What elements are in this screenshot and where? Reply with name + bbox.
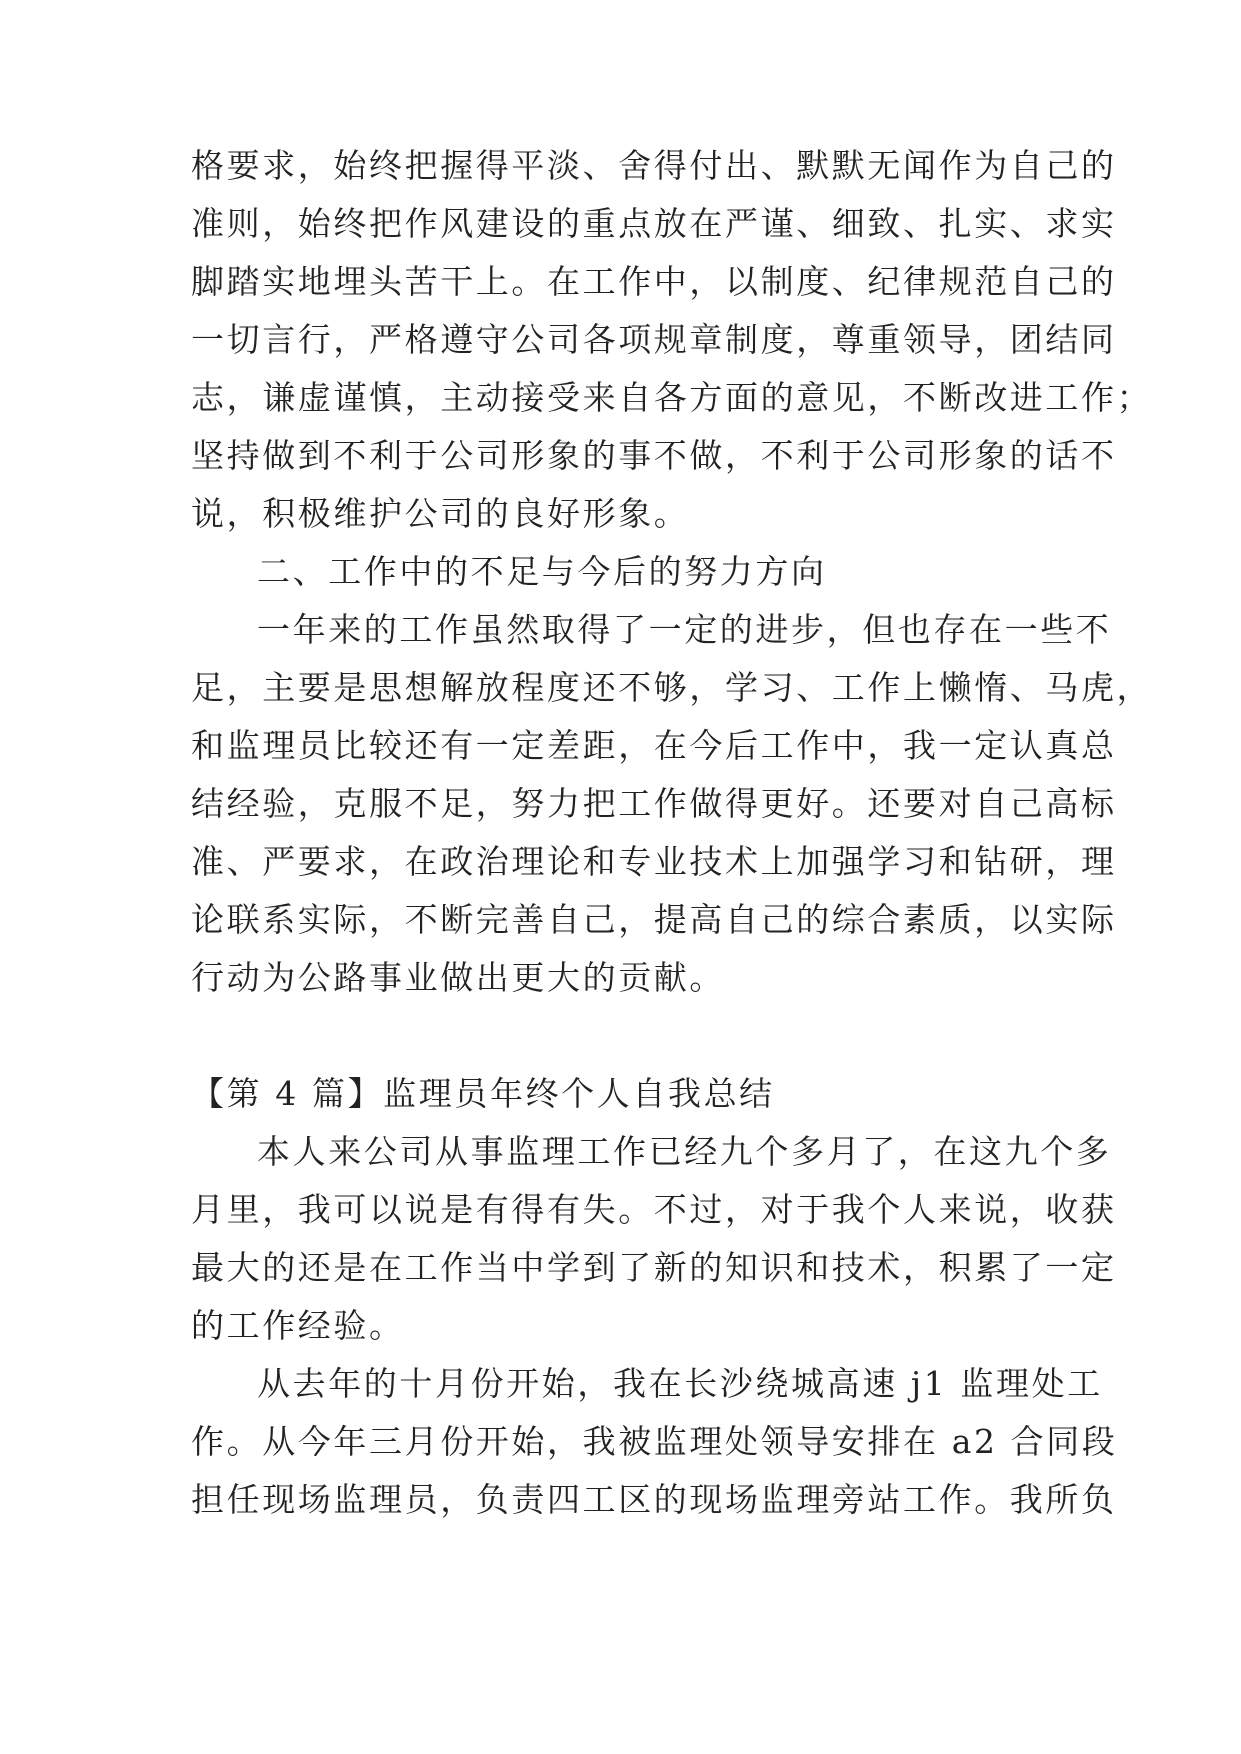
text-line: 一年来的工作虽然取得了一定的进步，但也存在一些不 — [257, 610, 1112, 649]
text-line: 和监理员比较还有一定差距，在今后工作中，我一定认真总 — [191, 726, 1117, 765]
text-line: 说，积极维护公司的良好形象。 — [191, 494, 690, 533]
text-line: 格要求，始终把握得平淡、舍得付出、默默无闻作为自己的 — [191, 146, 1117, 185]
paragraph-work-history — [191, 1355, 1118, 1529]
text-line: 的工作经验。 — [191, 1306, 405, 1345]
document-body — [191, 137, 1153, 1529]
article-title: 【第 4 篇】监理员年终个人自我总结 — [191, 1074, 775, 1113]
text-line: 脚踏实地埋头苦干上。在工作中，以制度、纪律规范自己的 — [191, 262, 1117, 301]
text-line: 论联系实际，不断完善自己，提高自己的综合素质，以实际 — [191, 900, 1117, 939]
section-heading: 二、工作中的不足与今后的努力方向 — [257, 552, 827, 591]
text-line: 足，主要是思想解放程度还不够，学习、工作上懒惰、马虎， — [191, 668, 1153, 707]
text-line: 结经验，克服不足，努力把工作做得更好。还要对自己高标 — [191, 784, 1117, 823]
text-line: 最大的还是在工作当中学到了新的知识和技术，积累了一定 — [191, 1248, 1117, 1287]
text-line: 准、严要求，在政治理论和专业技术上加强学习和钻研，理 — [191, 842, 1117, 881]
text-line: 坚持做到不利于公司形象的事不做，不利于公司形象的话不 — [191, 436, 1117, 475]
text-line: 作。从今年三月份开始，我被监理处领导安排在 a2 合同段 — [191, 1422, 1118, 1461]
text-line: 担任现场监理员，负责四工区的现场监理旁站工作。我所负 — [191, 1480, 1117, 1519]
text-line: 从去年的十月份开始，我在长沙绕城高速 j1 监理处工 — [257, 1364, 1103, 1403]
paragraph-discipline — [191, 137, 1153, 543]
text-line: 行动为公路事业做出更大的贡献。 — [191, 958, 725, 997]
section-spacer — [191, 1007, 1053, 1065]
text-line: 月里，我可以说是有得有失。不过，对于我个人来说，收获 — [191, 1190, 1117, 1229]
text-line: 本人来公司从事监理工作已经九个多月了，在这九个多 — [257, 1132, 1112, 1171]
text-line: 准则，始终把作风建设的重点放在严谨、细致、扎实、求实 — [191, 204, 1117, 243]
paragraph-shortcomings — [191, 601, 1153, 1007]
text-line: 一切言行，严格遵守公司各项规章制度，尊重领导，团结同 — [191, 320, 1117, 359]
paragraph-intro — [191, 1123, 1117, 1355]
text-line: 志，谦虚谨慎，主动接受来自各方面的意见，不断改进工作； — [191, 378, 1153, 417]
